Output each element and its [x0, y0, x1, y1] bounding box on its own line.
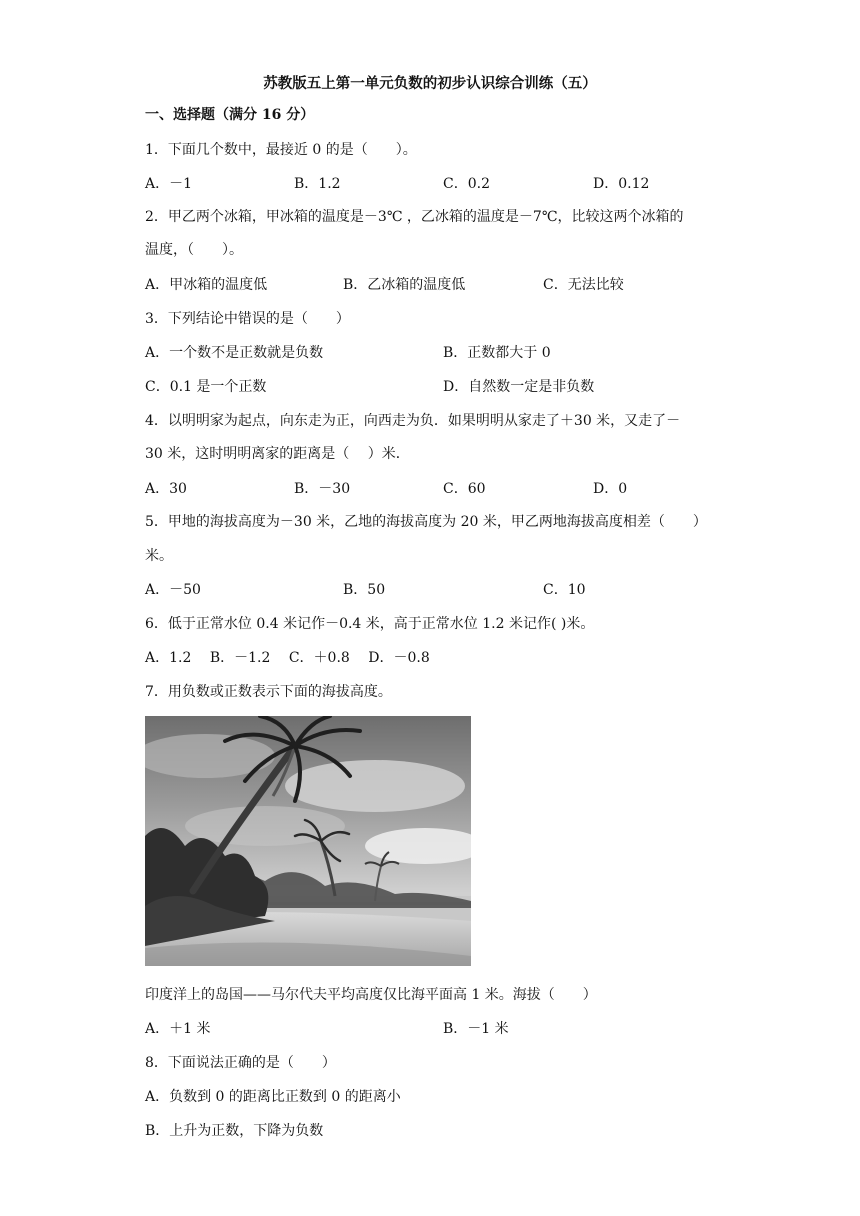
question-3-option-a: A．一个数不是正数就是负数	[145, 345, 324, 361]
question-8-option-a: A．负数到 0 的距离比正数到 0 的距离小	[145, 1089, 401, 1105]
question-7-stem: 7．用负数或正数表示下面的海拔高度。	[145, 684, 392, 700]
question-1-stem: 1．下面几个数中，最接近 0 的是（ ）。	[145, 142, 417, 158]
palm-beach-illustration	[145, 716, 471, 966]
question-7-option-b: B．－1 米	[443, 1021, 509, 1037]
question-1-option-a: A．－1	[145, 176, 193, 192]
question-5-stem-line-2: 米。	[145, 548, 173, 564]
question-3-stem: 3．下列结论中错误的是（ ）	[145, 311, 350, 327]
question-2-option-a: A．甲冰箱的温度低	[145, 277, 268, 293]
question-2-option-c: C．无法比较	[543, 277, 624, 293]
question-1-option-c: C．0.2	[443, 176, 490, 192]
question-7-caption: 印度洋上的岛国——马尔代夫平均高度仅比海平面高 1 米。海拔（ ）	[145, 987, 597, 1003]
question-2-option-b: B．乙冰箱的温度低	[343, 277, 466, 293]
question-4-stem-line-2: 30 米，这时明明离家的距离是（ ）米．	[145, 446, 410, 462]
question-2-stem-line-1: 2．甲乙两个冰箱，甲冰箱的温度是－3℃ ，乙冰箱的温度是－7℃，比较这两个冰箱的	[145, 209, 684, 225]
question-6-options: A．1.2 B．－1.2 C．＋0.8 D．－0.8	[145, 650, 430, 666]
page-title: 苏教版五上第一单元负数的初步认识综合训练（五）	[263, 75, 597, 92]
question-5-option-c: C．10	[543, 582, 586, 598]
question-3-option-d: D．自然数一定是非负数	[443, 379, 595, 395]
question-1-option-b: B．1.2	[294, 176, 341, 192]
question-3-option-b: B．正数都大于 0	[443, 345, 551, 361]
question-4-option-d: D．0	[593, 481, 628, 497]
question-3-option-c: C．0.1 是一个正数	[145, 379, 267, 395]
question-4-option-c: C．60	[443, 481, 486, 497]
question-8-option-b: B．上升为正数，下降为负数	[145, 1123, 324, 1139]
question-5-stem-line-1: 5．甲地的海拔高度为－30 米，乙地的海拔高度为 20 米，甲乙两地海拔高度相差（ ）	[145, 514, 707, 530]
question-4-option-a: A．30	[145, 481, 187, 497]
question-8-stem: 8．下面说法正确的是（ ）	[145, 1055, 336, 1071]
question-4-stem-line-1: 4．以明明家为起点，向东走为正，向西走为负．如果明明从家走了＋30 米，又走了－	[145, 413, 681, 429]
question-5-option-a: A．－50	[145, 582, 201, 598]
question-4-option-b: B．－30	[294, 481, 351, 497]
question-1-option-d: D．0.12	[593, 176, 650, 192]
question-2-stem-line-2: 温度，（ ）。	[145, 242, 243, 258]
question-7-option-a: A．＋1 米	[145, 1021, 211, 1037]
question-6-stem: 6．低于正常水位 0.4 米记作－0.4 米，高于正常水位 1.2 米记作( )米。	[145, 616, 595, 632]
section-heading-choice: 一、选择题（满分 16 分）	[145, 107, 315, 123]
question-5-option-b: B．50	[343, 582, 386, 598]
beach-palm-photo	[145, 716, 471, 966]
